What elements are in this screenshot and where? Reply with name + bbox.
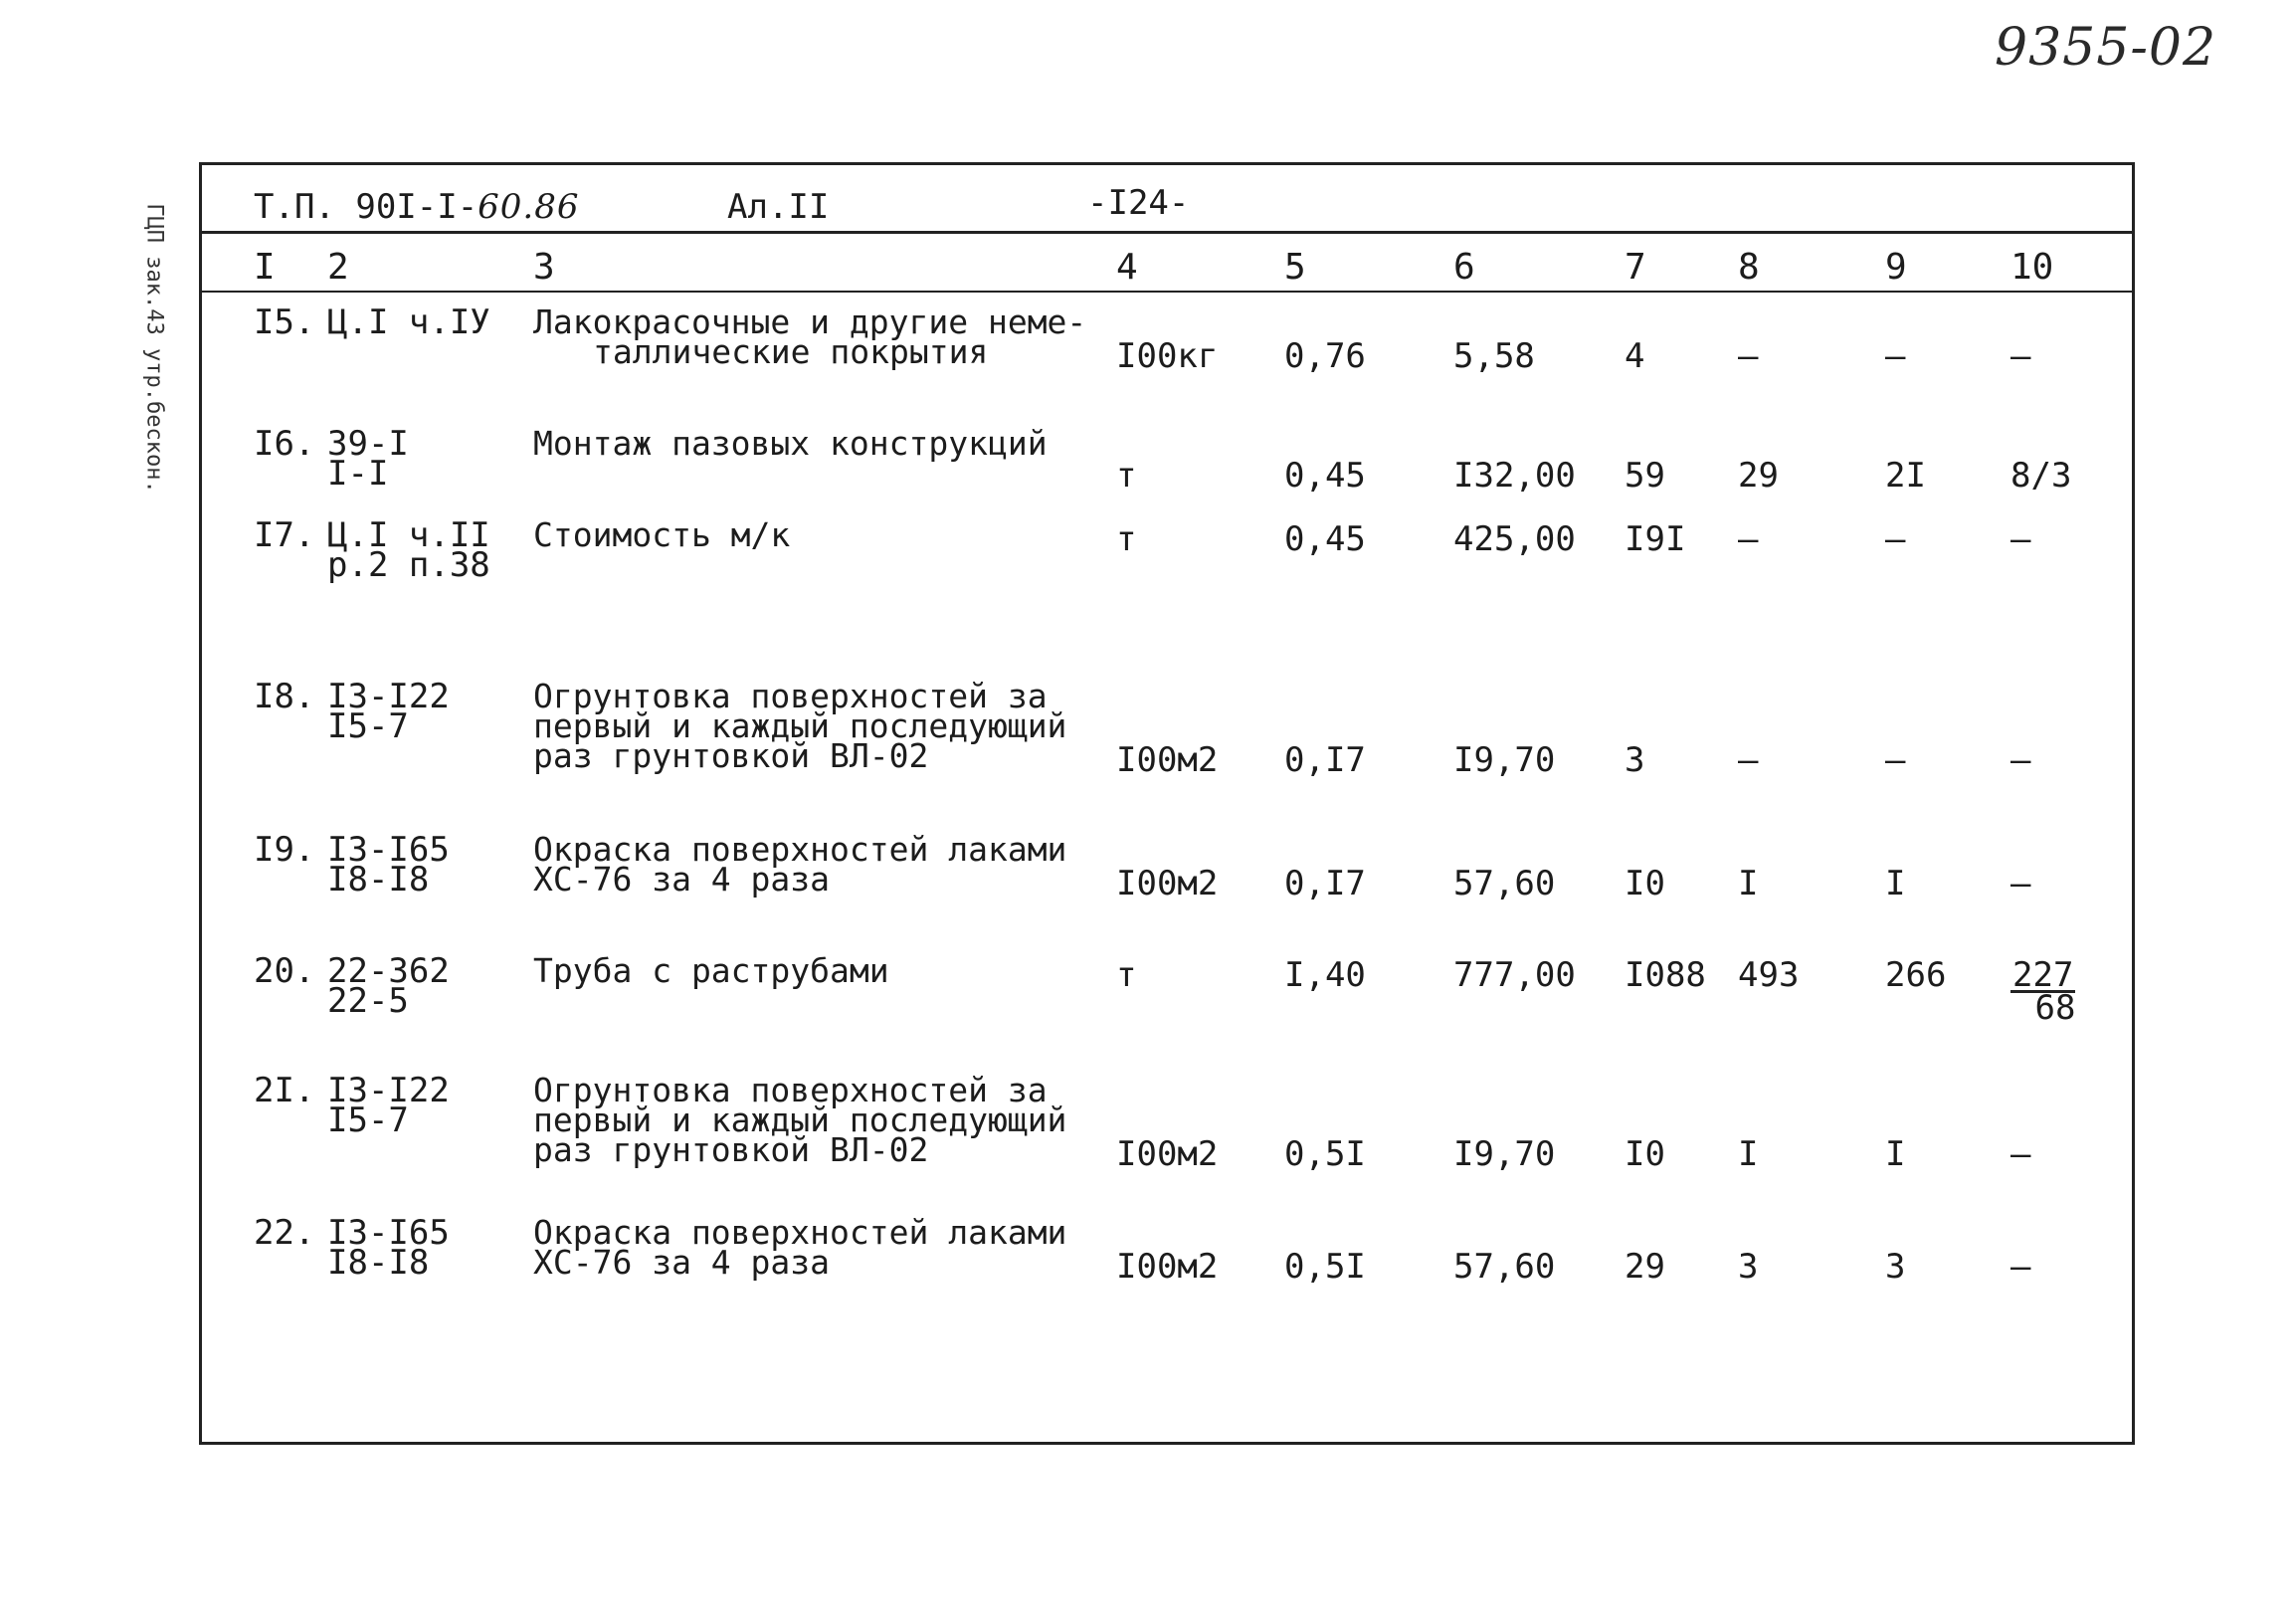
- total-cost-cell: 4: [1625, 336, 1645, 376]
- norm-code-line: Ц.I ч.II: [327, 515, 490, 555]
- column-number: 8: [1738, 247, 1760, 288]
- col8-cell: I: [1738, 864, 1759, 903]
- unit-cell: I00м2: [1116, 740, 1219, 780]
- norm-code-line: I3-I22: [327, 1071, 450, 1110]
- column-number: 6: [1453, 247, 1475, 288]
- header-rule: [202, 231, 2132, 234]
- unit-cell: I00м2: [1116, 1247, 1219, 1287]
- total-cost-cell: 59: [1625, 456, 1665, 496]
- sheet-frame: [199, 162, 2135, 1445]
- total-cost-cell: I0: [1625, 1134, 1665, 1174]
- unit-price-cell: 5,58: [1453, 336, 1535, 376]
- row-number: I8.: [254, 677, 315, 716]
- col10-cell: –: [2010, 1247, 2031, 1287]
- work-description-line: раз грунтовкой ВЛ-02: [533, 736, 929, 775]
- norm-code-line: 39-I: [327, 424, 409, 464]
- work-description-line: Огрунтовка поверхностей за: [533, 677, 1048, 715]
- norm-code-line: I3-I65: [327, 1213, 450, 1253]
- unit-cell: I00кг: [1116, 336, 1219, 376]
- norm-code-line: I-I: [327, 454, 389, 494]
- row-number: 22.: [254, 1213, 315, 1253]
- column-number: 7: [1625, 247, 1646, 288]
- fraction-denominator: 68: [2034, 988, 2076, 1028]
- row-number: 2I.: [254, 1071, 315, 1110]
- unit-price-cell: 57,60: [1453, 1247, 1556, 1287]
- column-number: 9: [1885, 247, 1907, 288]
- total-cost-cell: I0: [1625, 864, 1665, 903]
- unit-price-cell: 57,60: [1453, 864, 1556, 903]
- side-stamp: [109, 169, 199, 527]
- column-number: I: [254, 247, 276, 288]
- unit-price-cell: I9,70: [1453, 1134, 1556, 1174]
- quantity-cell: 0,I7: [1284, 864, 1366, 903]
- col9-cell: I: [1885, 864, 1906, 903]
- quantity-cell: 0,I7: [1284, 740, 1366, 780]
- column-number: 5: [1284, 247, 1306, 288]
- row-number: I5.: [254, 302, 315, 342]
- quantity-cell: I,40: [1284, 955, 1366, 995]
- col8-cell: 493: [1738, 955, 1800, 995]
- side-stamp-text: ГЦП зак.43 утр.бескон.: [141, 203, 167, 494]
- norm-code-line: I5-7: [327, 1101, 409, 1140]
- unit-cell: т: [1116, 955, 1137, 995]
- norm-code-line: I3-I22: [327, 677, 450, 716]
- column-number: 3: [533, 247, 555, 288]
- work-description-line: первый и каждый последующий: [533, 1101, 1067, 1139]
- quantity-cell: 0,76: [1284, 336, 1366, 376]
- total-cost-cell: 3: [1625, 740, 1645, 780]
- col9-cell: 3: [1885, 1247, 1906, 1287]
- norm-code-line: I8-I8: [327, 860, 430, 900]
- col8-cell: –: [1738, 519, 1759, 559]
- document-code-prefix: Т.П. 90I-I-: [254, 187, 478, 227]
- unit-cell: т: [1116, 456, 1137, 496]
- col10-cell: –: [2010, 740, 2031, 780]
- quantity-cell: 0,45: [1284, 519, 1366, 559]
- col10-cell: 8/3: [2010, 456, 2072, 496]
- work-description-line: Лакокрасочные и другие неме-: [533, 302, 1087, 341]
- col10-cell: –: [2010, 336, 2031, 376]
- quantity-cell: 0,45: [1284, 456, 1366, 496]
- unit-price-cell: I32,00: [1453, 456, 1576, 496]
- page-number: -I24-: [1087, 183, 1190, 223]
- unit-cell: т: [1116, 519, 1137, 559]
- norm-code-line: I3-I65: [327, 830, 450, 870]
- fraction-numerator: 227: [2012, 955, 2074, 995]
- column-number: 2: [327, 247, 349, 288]
- col9-cell: I: [1885, 1134, 1906, 1174]
- norm-code-line: Ц.I ч.IУ: [327, 302, 490, 342]
- work-description-line: раз грунтовкой ВЛ-02: [533, 1130, 929, 1169]
- quantity-cell: 0,5I: [1284, 1247, 1366, 1287]
- work-description-line: Окраска поверхностей лаками: [533, 1213, 1067, 1252]
- work-description-line: таллические покрытия: [593, 332, 989, 371]
- total-cost-cell: I9I: [1625, 519, 1686, 559]
- quantity-cell: 0,5I: [1284, 1134, 1366, 1174]
- col8-cell: 29: [1738, 456, 1779, 496]
- column-number: 10: [2010, 247, 2054, 288]
- col8-cell: –: [1738, 336, 1759, 376]
- album-number: Ал.II: [727, 187, 830, 227]
- norm-code-line: 22-362: [327, 951, 450, 991]
- col8-cell: 3: [1738, 1247, 1759, 1287]
- unit-price-cell: I9,70: [1453, 740, 1556, 780]
- work-description-line: ХС-76 за 4 раза: [533, 1243, 831, 1282]
- work-description-line: Труба с раструбами: [533, 951, 889, 990]
- corner-mark: 9355-02: [1995, 18, 2217, 78]
- col8-cell: –: [1738, 740, 1759, 780]
- unit-price-cell: 425,00: [1453, 519, 1576, 559]
- row-number: I6.: [254, 424, 315, 464]
- work-description-line: ХС-76 за 4 раза: [533, 860, 831, 899]
- unit-price-cell: 777,00: [1453, 955, 1576, 995]
- document-code-handwritten: 60.86: [478, 187, 580, 227]
- work-description-line: Окраска поверхностей лаками: [533, 830, 1067, 869]
- unit-cell: I00м2: [1116, 1134, 1219, 1174]
- document-code: [254, 187, 580, 227]
- column-numbers-rule: [202, 291, 2132, 293]
- col9-cell: –: [1885, 740, 1906, 780]
- col10-cell: –: [2010, 864, 2031, 903]
- work-description-line: Монтаж пазовых конструкций: [533, 424, 1048, 463]
- col10-cell: –: [2010, 1134, 2031, 1174]
- norm-code-line: р.2 п.38: [327, 545, 490, 585]
- norm-code-line: I5-7: [327, 706, 409, 746]
- total-cost-cell: 29: [1625, 1247, 1665, 1287]
- col9-cell: –: [1885, 336, 1906, 376]
- work-description-line: первый и каждый последующий: [533, 706, 1067, 745]
- work-description-line: Огрунтовка поверхностей за: [533, 1071, 1048, 1109]
- row-number: 20.: [254, 951, 315, 991]
- column-number: 4: [1116, 247, 1138, 288]
- total-cost-cell: I088: [1625, 955, 1706, 995]
- row-number: I7.: [254, 515, 315, 555]
- unit-cell: I00м2: [1116, 864, 1219, 903]
- work-description-line: Стоимость м/к: [533, 515, 791, 554]
- col9-cell: 266: [1885, 955, 1947, 995]
- row-number: I9.: [254, 830, 315, 870]
- col9-cell: 2I: [1885, 456, 1926, 496]
- col9-cell: –: [1885, 519, 1906, 559]
- norm-code-line: 22-5: [327, 981, 409, 1021]
- col10-cell: –: [2010, 519, 2031, 559]
- col10-fraction: [2010, 955, 2076, 1028]
- norm-code-line: I8-I8: [327, 1243, 430, 1283]
- col8-cell: I: [1738, 1134, 1759, 1174]
